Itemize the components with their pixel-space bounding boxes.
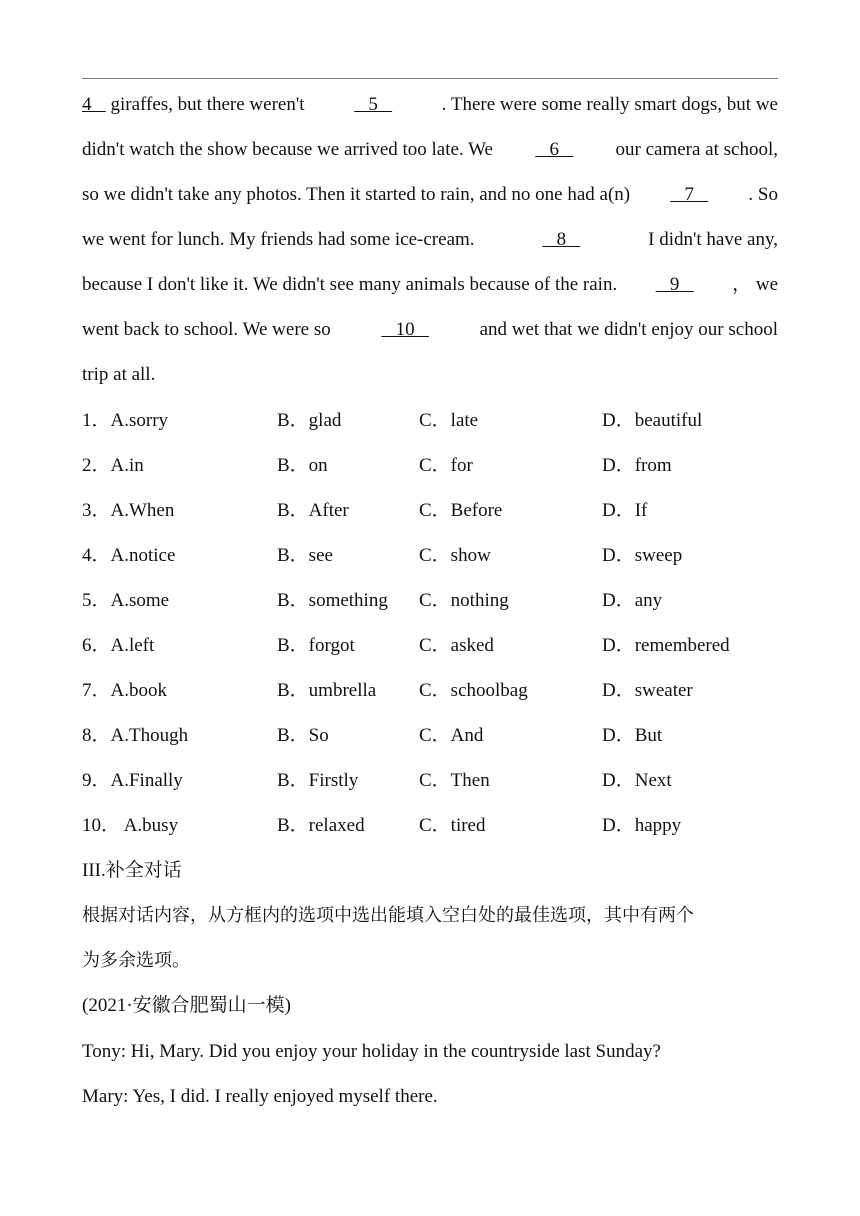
option-row xyxy=(82,488,782,533)
blank-8: 8 xyxy=(542,229,581,250)
top-rule xyxy=(82,78,778,79)
option-c: C．late xyxy=(419,410,479,431)
answer-options xyxy=(82,398,782,848)
option-row xyxy=(82,578,782,623)
option-d: D．remembered xyxy=(602,635,730,656)
option-b: B．something xyxy=(277,590,388,611)
option-b: B．on xyxy=(277,455,328,476)
option-d: D．But xyxy=(602,725,663,746)
option-c: C．nothing xyxy=(419,590,509,611)
option-a: 1．A.sorry xyxy=(82,410,169,431)
option-d: D．any xyxy=(602,590,663,611)
option-row xyxy=(82,668,782,713)
passage-text: our camera at school, xyxy=(615,139,778,160)
passage-text: so we didn't take any photos. Then it started to rain, and no one had a(n) xyxy=(82,184,631,205)
passage-text: went back to school. We were so xyxy=(82,319,331,340)
section-heading: III.补全对话 xyxy=(82,860,182,881)
passage-line xyxy=(82,172,778,217)
blank-5: 5 xyxy=(354,94,393,115)
option-a: 9．A.Finally xyxy=(82,770,183,791)
blank-6: 6 xyxy=(535,139,574,160)
option-b: B．So xyxy=(277,725,329,746)
passage-text: didn't watch the show because we arrived too late. We xyxy=(82,139,493,160)
passage-text: . So xyxy=(748,184,778,205)
option-c: C．Then xyxy=(419,770,490,791)
option-a: 6．A.left xyxy=(82,635,155,656)
option-a: 7．A.book xyxy=(82,680,167,701)
option-a: 2．A.in xyxy=(82,455,144,476)
option-b: B．relaxed xyxy=(277,815,365,836)
option-d: D．from xyxy=(602,455,672,476)
option-row xyxy=(82,398,782,443)
passage-line xyxy=(82,217,778,262)
option-d: D．beautiful xyxy=(602,410,703,431)
passage-line xyxy=(82,127,778,172)
option-c: C．And xyxy=(419,725,484,746)
option-c: C．Before xyxy=(419,500,503,521)
cloze-passage xyxy=(82,82,778,397)
option-b: B．forgot xyxy=(277,635,355,656)
option-row xyxy=(82,443,782,488)
option-row xyxy=(82,713,782,758)
section-instruction-line1: 根据对话内容，从方框内的选项中选出能填入空白处的最佳选项，其中有两个 xyxy=(82,905,694,926)
passage-line xyxy=(82,262,778,307)
option-b: B．umbrella xyxy=(277,680,377,701)
option-a: 5．A.some xyxy=(82,590,170,611)
option-c: C．asked xyxy=(419,635,494,656)
passage-line xyxy=(82,82,778,127)
option-b: B．After xyxy=(277,500,349,521)
option-a: 8．A.Though xyxy=(82,725,189,746)
option-row xyxy=(82,803,782,848)
blank-7: 7 xyxy=(670,184,709,205)
option-b: B．see xyxy=(277,545,333,566)
option-c: C．show xyxy=(419,545,491,566)
passage-text: giraffes, but there weren't xyxy=(105,94,305,115)
passage-text: ， we xyxy=(732,274,778,295)
option-c: C．schoolbag xyxy=(419,680,528,701)
dialogue-line: Mary: Yes, I did. I really enjoyed myself there. xyxy=(82,1086,438,1107)
option-d: D．Next xyxy=(602,770,672,791)
option-a: 10． A.busy xyxy=(82,815,179,836)
passage-text: I didn't have any, xyxy=(648,229,778,250)
option-row xyxy=(82,758,782,803)
passage-line xyxy=(82,352,778,397)
blank-9: 9 xyxy=(655,274,694,295)
section-instruction-line2: 为多余选项。 xyxy=(82,950,190,971)
passage-text: we went for lunch. My friends had some ice-cream. xyxy=(82,229,475,250)
option-a: 3．A.When xyxy=(82,500,175,521)
blank-4: 4 xyxy=(82,94,106,115)
option-d: D．sweater xyxy=(602,680,693,701)
blank-10: 10 xyxy=(381,319,429,340)
option-d: D．happy xyxy=(602,815,682,836)
option-row xyxy=(82,533,782,578)
option-c: C．for xyxy=(419,455,473,476)
passage-text: because I don't like it. We didn't see many animals because of the rain. xyxy=(82,274,618,295)
option-row xyxy=(82,623,782,668)
passage-text: trip at all. xyxy=(82,364,156,385)
option-a: 4．A.notice xyxy=(82,545,176,566)
option-b: B．Firstly xyxy=(277,770,359,791)
passage-line xyxy=(82,307,778,352)
option-b: B．glad xyxy=(277,410,342,431)
passage-text: and wet that we didn't enjoy our school xyxy=(479,319,778,340)
source-note: (2021·安徽合肥蜀山一模) xyxy=(82,995,291,1016)
option-d: D．If xyxy=(602,500,648,521)
option-d: D．sweep xyxy=(602,545,683,566)
dialogue-line: Tony: Hi, Mary. Did you enjoy your holiday in the countryside last Sunday? xyxy=(82,1041,661,1062)
option-c: C．tired xyxy=(419,815,486,836)
passage-text: . There were some really smart dogs, but we xyxy=(441,94,778,115)
